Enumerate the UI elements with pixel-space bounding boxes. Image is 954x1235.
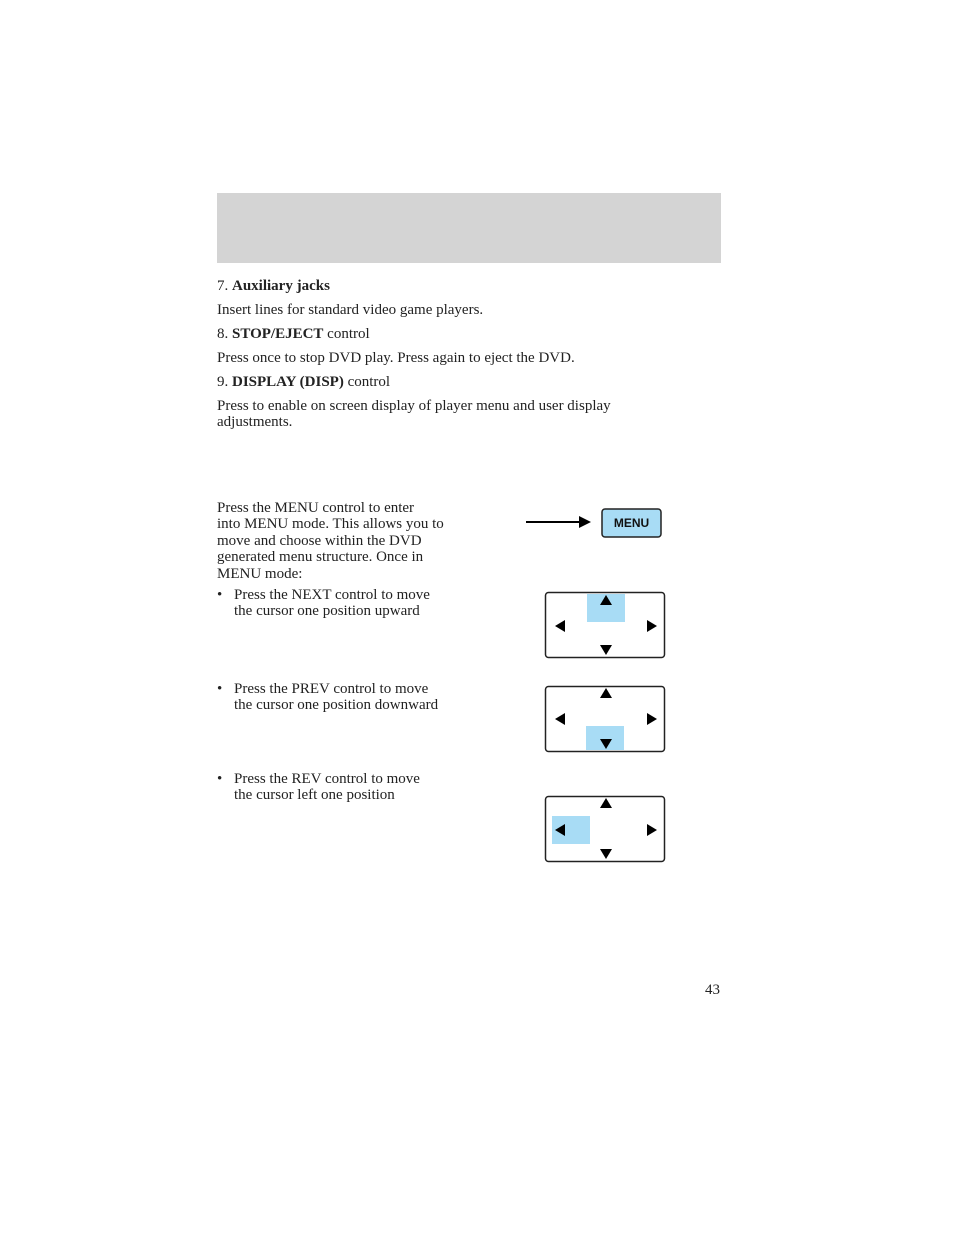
menu-intro-line: Press the MENU control to enter — [217, 500, 415, 516]
page-number: 43 — [705, 982, 720, 998]
bullet-dot: • — [217, 771, 223, 787]
bullet-line: the cursor left one position — [234, 787, 395, 804]
bullet-text — [234, 587, 430, 620]
bullet-dot: • — [217, 587, 223, 603]
section-header-bar — [217, 193, 721, 263]
bullet-line: the cursor one position downward — [234, 697, 439, 714]
item-8-description: Press once to stop DVD play. Press again to eject the DVD. — [217, 350, 575, 366]
bullet-line: Press the REV control to move — [234, 771, 420, 787]
item-9-description-line1: Press to enable on screen display of player menu and user display — [217, 398, 611, 414]
menu-intro-line: generated menu structure. Once in — [217, 549, 424, 566]
menu-intro-line: move and choose within the DVD — [217, 532, 422, 549]
item-9-heading — [217, 374, 390, 390]
item-8-number: 8. — [217, 326, 229, 342]
bullet-text — [234, 771, 420, 804]
cursor-pad-down-highlighted — [544, 685, 667, 754]
bullet-text — [234, 681, 438, 714]
item-9-title: DISPLAY (DISP) — [232, 374, 344, 390]
pointer-arrow-icon — [525, 514, 593, 530]
menu-intro-paragraph — [217, 500, 487, 582]
item-8-heading — [217, 326, 370, 342]
cursor-pad-left-highlighted — [544, 795, 667, 864]
item-9-number: 9. — [217, 374, 229, 390]
item-7-heading — [217, 278, 330, 294]
item-9-description-line2: adjustments. — [217, 414, 293, 430]
cursor-pad-up-highlighted — [544, 591, 667, 660]
item-8-suffix: control — [323, 326, 370, 342]
item-7-title: Auxiliary jacks — [232, 278, 330, 294]
item-7-number: 7. — [217, 278, 229, 294]
menu-intro-line: MENU mode: — [217, 565, 303, 582]
bullet-line: Press the NEXT control to move — [234, 587, 430, 603]
bullet-line: the cursor one position upward — [234, 603, 420, 620]
item-9-suffix: control — [343, 374, 391, 390]
menu-intro-line: into MENU mode. This allows you to — [217, 516, 444, 533]
bullet-line: Press the PREV control to move — [234, 681, 429, 697]
item-8-title: STOP/EJECT — [232, 326, 324, 342]
item-7-description: Insert lines for standard video game players. — [217, 302, 484, 318]
menu-button-illustration — [601, 508, 663, 539]
bullet-dot: • — [217, 681, 223, 697]
menu-button-label: MENU — [613, 516, 650, 530]
